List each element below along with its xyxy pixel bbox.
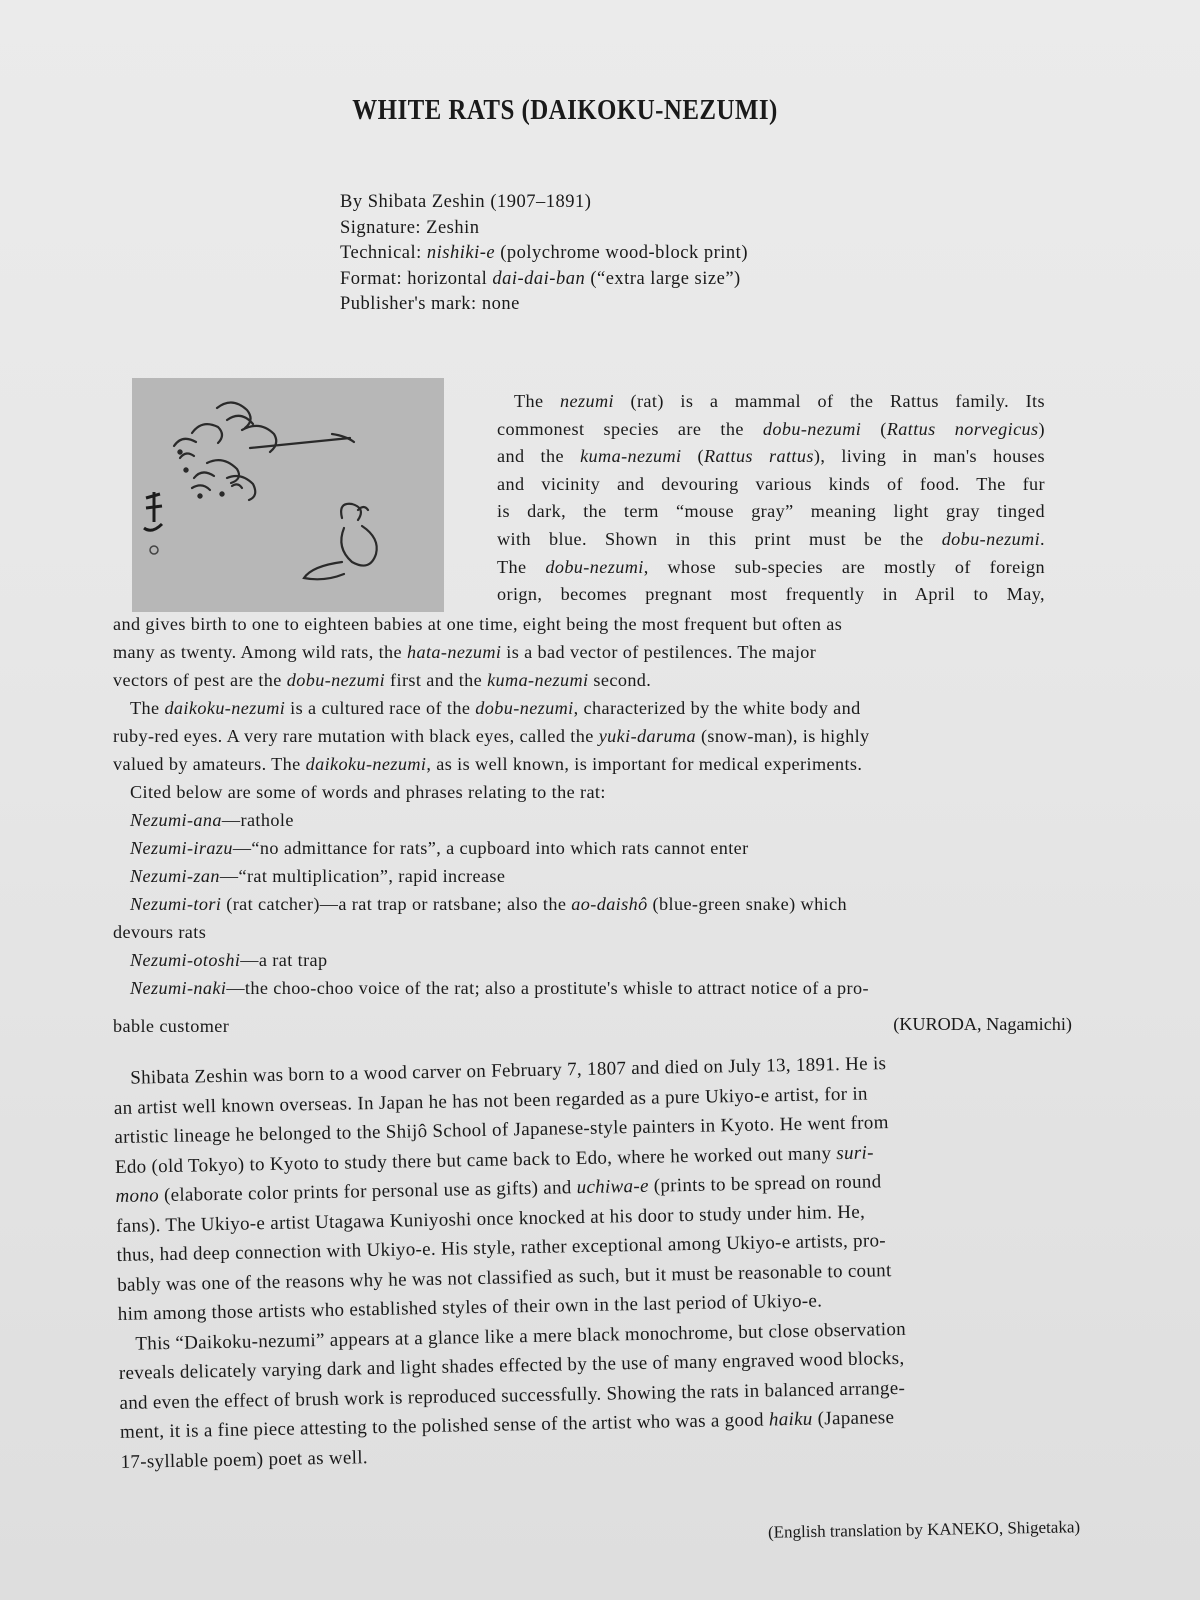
technical-term: nishiki-e [426,243,496,263]
text-line: Shibata Zeshin was born to a wood carver on February 7, 1807 and died on July 13, 1891. He is [130,1053,887,1089]
italic-term: yuki-daruma [598,726,697,746]
phrase-continuation: devours rats [113,922,207,942]
italic-term: nezumi [560,391,614,411]
format-line [340,267,748,293]
phrase-continuation: bable customer [113,1016,230,1036]
text-run: with blue. Shown in this print must be the [497,528,942,549]
translation-credit: (English translation by KANEKO, Shigetaka) [767,1517,1081,1542]
rats-print-icon [132,378,444,612]
text-line [113,666,1053,694]
italic-term: Nezumi-tori [130,894,222,914]
text-run: ruby-red eyes. A very rare mutation with black eyes, called the [113,726,599,746]
italic-term: Nezumi-naki [130,978,227,998]
phrase-item [113,890,1053,918]
text-run: (prints to be spread on round [648,1171,882,1197]
artist-dates: (1907–1891) [490,192,592,212]
rats-print-image [132,378,444,612]
text-line: fans). The Ukiyo-e artist Utagawa Kuniyoshi once knocked at his door to study under him. He, [115,1201,866,1237]
text-line [113,694,1053,722]
text-line [497,416,1045,444]
text-run: ), living in man's houses [813,446,1046,467]
text-line [497,388,1045,416]
signature-line: Signature: Zeshin [340,217,480,238]
text-line: orign, becomes pregnant most frequently in April to May, [497,584,1045,605]
text-run: The [514,391,561,411]
text-run: valued by amateurs. The [113,754,306,774]
text-line: him among those artists who established styles of their own in the last period of Ukiyo-e. [117,1290,823,1325]
format-desc: (“extra large size”) [585,268,741,289]
artist-name: By Shibata Zeshin [340,192,486,212]
phrase-def: (blue-green snake) which [647,894,847,914]
italic-term: dobu-nezumi [941,528,1041,549]
italic-term: ao-daishô [571,894,648,914]
artist-line [340,190,748,216]
italic-term: dobu-nezumi [286,670,386,690]
italic-term: dobu-nezumi [762,418,862,439]
italic-term: Rattus norvegicus [886,418,1039,439]
italic-term: suri- [836,1141,874,1164]
text-run: commonest species are the [497,418,763,439]
italic-term: haiku [768,1408,813,1431]
text-run: . [1040,528,1045,549]
italic-term: uchiwa-e [576,1175,649,1199]
phrase-item [113,834,1053,862]
text-line: and vicinity and devouring various kinds of food. The fur [497,473,1045,494]
italic-term: Nezumi-ana [130,810,222,830]
italic-term: Nezumi-zan [130,866,220,886]
text-line: and gives birth to one to eighteen babies at one time, eight being the most frequent but often as [113,614,843,634]
technical-line [340,241,748,267]
phrase-item [113,806,1053,834]
author-credit: (KURODA, Nagamichi) [893,1014,1072,1034]
phrase-def: —rathole [221,810,294,830]
italic-term: dobu-nezumi [545,556,644,577]
italic-term: kuma-nezumi [580,446,682,467]
italic-term: Nezumi-irazu [130,838,233,858]
text-line [113,638,1053,666]
text-line [497,443,1045,471]
phrase-def: (rat catcher)—a rat trap or ratsbane; also the [221,894,572,914]
text-line [113,722,1053,750]
page-title: WHITE RATS (DAIKOKU-NEZUMI) [352,94,778,126]
text-line: Cited below are some of words and phrases relating to the rat: [130,782,606,802]
text-run: ( [681,446,705,467]
format-label: Format: horizontal [340,268,493,289]
full-width-lines [113,610,1053,1040]
text-line [497,526,1045,554]
italic-term: Rattus rattus [704,446,814,467]
print-metadata [340,190,748,318]
phrase-def: —the choo-choo voice of the rat; also a prostitute's whisle to attract notice of a pro- [226,978,869,998]
text-run: (Japanese [812,1407,895,1430]
phrase-item [113,974,1053,1002]
text-run: The [130,698,165,718]
text-run: The [497,556,546,577]
text-run: vectors of pest are the [113,670,287,690]
italic-term: Nezumi-otoshi [130,950,241,970]
phrase-item [113,946,1053,974]
italic-term: kuma-nezumi [487,670,589,690]
technical-label: Technical: [340,243,427,263]
text-line: thus, had deep connection with Ukiyo-e. His style, rather exceptional among Ukiyo-e artists, pro- [116,1230,887,1266]
text-run: many as twenty. Among wild rats, the [113,642,407,662]
italic-term: hata-nezumi [406,642,502,662]
text-run: (rat) is a mammal of the Rattus family. Its [613,391,1045,411]
text-line: This “Daikoku-nezumi” appears at a glance like a mere black monochrome, but close observation [135,1318,907,1355]
text-line: 17-syllable poem) poet as well. [120,1446,369,1473]
text-run: first and the [385,670,488,690]
wrapped-lines [497,388,1045,609]
italic-term: mono [115,1185,160,1207]
text-line [497,554,1045,582]
text-line: and even the effect of brush work is reproduced successfully. Showing the rats in balanced arrange- [119,1377,906,1414]
format-term: dai-dai-ban [492,268,586,289]
text-run: ment, it is a fine piece attesting to the polished sense of the artist who was a good [119,1409,770,1443]
text-line: an artist well known overseas. In Japan he has not been regarded as a pure Ukiyo-e artist, for in [113,1083,868,1119]
phrase-def: —“rat multiplication”, rapid increase [219,866,506,886]
phrase-item [113,862,1053,890]
text-run: and the [497,446,581,467]
text-run: is a cultured race of the [285,698,476,718]
italic-term: daikoku-nezumi [305,754,427,774]
text-run: , characterized by the white body and [573,698,861,718]
text-run: ( [861,418,887,439]
text-line [113,750,1053,778]
phrase-def: —“no admittance for rats”, a cupboard into which rats cannot enter [232,838,749,858]
text-run: is a bad vector of pestilences. The major [501,642,817,662]
biography-section [113,1046,1083,1477]
text-run: , as is well known, is important for medical experiments. [426,754,863,774]
text-line: reveals delicately varying dark and light shades effected by the use of many engraved wood blocks, [118,1347,905,1384]
text-run: , whose sub-species are mostly of foreign [643,556,1045,577]
publisher-line: Publisher's mark: none [340,294,520,314]
text-line: artistic lineage he belonged to the Shijô School of Japanese-style painters in Kyoto. He went from [114,1112,889,1148]
phrase-def: —a rat trap [240,950,328,970]
text-run: Edo (old Tokyo) to Kyoto to study there but came back to Edo, where he worked out many [114,1142,837,1178]
text-line: bably was one of the reasons why he was not classified as such, but it must be reasonable to count [117,1259,892,1296]
technical-desc: (polychrome wood-block print) [495,243,748,263]
text-run: second. [588,670,652,690]
text-run: (elaborate color prints for personal use as gifts) and [158,1177,577,1207]
italic-term: daikoku-nezumi [164,698,286,718]
italic-term: dobu-nezumi [475,698,574,718]
text-run: (snow-man), is highly [696,726,870,746]
text-line: is dark, the term “mouse gray” meaning light gray tinged [497,501,1045,522]
text-run: ) [1038,418,1045,439]
